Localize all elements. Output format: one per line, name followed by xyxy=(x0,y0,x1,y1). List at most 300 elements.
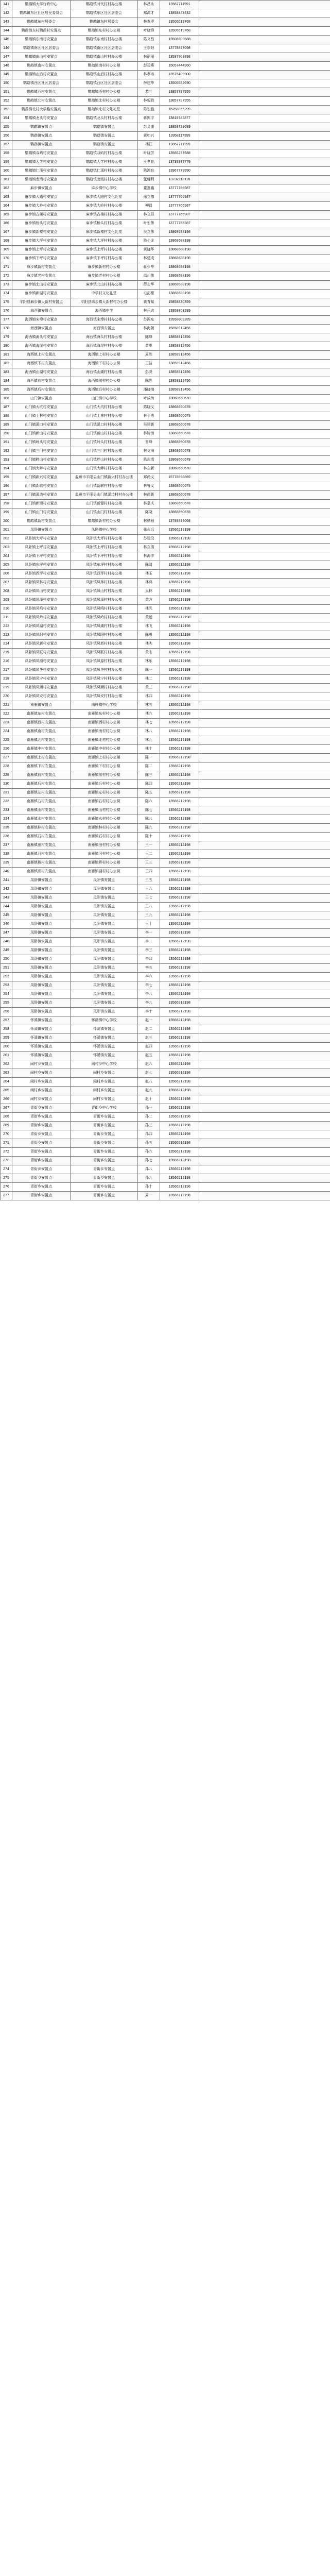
row-number-cell: 148 xyxy=(1,62,12,71)
table-row xyxy=(1,333,330,342)
site-cell: 闹村乡中心学校 xyxy=(71,1060,138,1069)
table-row xyxy=(1,526,330,535)
row-number-cell: 164 xyxy=(1,202,12,211)
area-cell: 青街乡安置点 xyxy=(12,1113,71,1122)
table-row xyxy=(1,438,330,447)
notes-cell xyxy=(199,106,330,114)
notes-cell xyxy=(199,736,330,745)
table-row xyxy=(1,579,330,587)
area-cell: 麻步镇新湖村安置点 xyxy=(12,290,71,298)
phone-cell: 13566212198 xyxy=(160,544,199,552)
notes-cell xyxy=(199,246,330,255)
row-number-cell: 228 xyxy=(1,762,12,771)
site-cell: 麻步镇老村村办公楼 xyxy=(71,272,138,281)
row-number-cell: 224 xyxy=(1,727,12,736)
site-cell: 山门镇畔山村村办公楼 xyxy=(71,456,138,465)
table-row xyxy=(1,850,330,859)
row-number-cell: 267 xyxy=(1,1104,12,1113)
table-row xyxy=(1,211,330,219)
area-cell: 南雁镇山村安置点 xyxy=(12,806,71,815)
contact-name-cell: 黄晓华 xyxy=(138,246,160,255)
notes-cell xyxy=(199,981,330,990)
notes-cell xyxy=(199,859,330,868)
table-row xyxy=(1,281,330,290)
table-row xyxy=(1,1078,330,1087)
row-number-cell: 168 xyxy=(1,237,12,246)
notes-cell xyxy=(199,403,330,412)
notes-cell xyxy=(199,193,330,202)
table-row xyxy=(1,342,330,351)
row-number-cell: 276 xyxy=(1,1183,12,1192)
notes-cell xyxy=(199,955,330,964)
phone-cell: 13868688198 xyxy=(160,272,199,281)
area-cell: 凤卧镇凤顺村安置点 xyxy=(12,684,71,692)
contact-name-cell: 柳昌 xyxy=(138,202,160,211)
area-cell: 南雁镇田村安置点 xyxy=(12,841,71,850)
table-row xyxy=(1,1183,330,1192)
row-number-cell: 274 xyxy=(1,1165,12,1174)
area-cell: 闹村乡安置点 xyxy=(12,1078,71,1087)
site-cell: 鹦鹉镇双屿村村办公楼 xyxy=(71,149,138,158)
table-row xyxy=(1,465,330,473)
site-cell: 南雁镇前村村办公楼 xyxy=(71,771,138,780)
phone-cell: 13868660678 xyxy=(160,403,199,412)
phone-cell: 13777766987 xyxy=(160,202,199,211)
row-number-cell: 219 xyxy=(1,684,12,692)
phone-cell: 13858912456 xyxy=(160,360,199,368)
table-row xyxy=(1,149,330,158)
area-cell: 凤卧镇安置点 xyxy=(12,946,71,955)
table-row xyxy=(1,97,330,106)
area-cell: 鹦鹉镇大学行政中心 xyxy=(12,1,71,9)
row-number-cell: 270 xyxy=(1,1130,12,1139)
notes-cell xyxy=(199,1,330,9)
table-row xyxy=(1,219,330,228)
contact-name-cell: 黄三 xyxy=(138,684,160,692)
notes-cell xyxy=(199,1025,330,1034)
area-cell: 南雁镇西村安置点 xyxy=(12,719,71,727)
table-row xyxy=(1,938,330,946)
site-cell: 麻步镇新村村办公楼 xyxy=(71,263,138,272)
row-number-cell: 220 xyxy=(1,692,12,701)
contact-name-cell: 苏叶 xyxy=(138,88,160,97)
table-row xyxy=(1,859,330,868)
area-cell: 麻步镇大路村安置点 xyxy=(12,193,71,202)
contact-name-cell: 林玉 xyxy=(138,570,160,579)
row-number-cell: 188 xyxy=(1,412,12,421)
table-row xyxy=(1,316,330,325)
contact-name-cell: 林乐 xyxy=(138,657,160,666)
contact-name-cell: 李八 xyxy=(138,990,160,999)
site-cell: 麻步镇中心学校 xyxy=(71,184,138,193)
contact-name-cell: 孙三 xyxy=(138,1122,160,1130)
area-cell: 凤卧镇凤新村安置点 xyxy=(12,640,71,649)
table-row xyxy=(1,684,330,692)
row-number-cell: 146 xyxy=(1,44,12,53)
table-row xyxy=(1,596,330,605)
table-row xyxy=(1,36,330,44)
site-cell: 鹦鹉镇安置点 xyxy=(71,123,138,132)
contact-name-cell: 薛志华 xyxy=(138,281,160,290)
area-cell: 南雁镇河村安置点 xyxy=(12,850,71,859)
area-cell: 海西镇下村安置点 xyxy=(12,360,71,368)
notes-cell xyxy=(199,1095,330,1104)
area-cell: 凤卧镇安置点 xyxy=(12,981,71,990)
table-row xyxy=(1,1,330,9)
row-number-cell: 207 xyxy=(1,579,12,587)
area-cell: 麻步镇新村安置点 xyxy=(12,263,71,272)
contact-name-cell: 王七 xyxy=(138,894,160,903)
notes-cell xyxy=(199,325,330,333)
area-cell: 鹦鹉镇南区社区居委会 xyxy=(12,44,71,53)
site-cell: 凤卧镇安置点 xyxy=(71,955,138,964)
site-cell: 南雁镇左村村办公楼 xyxy=(71,789,138,798)
phone-cell: 13566212198 xyxy=(160,1148,199,1157)
area-cell: 南雁镇水村安置点 xyxy=(12,815,71,824)
contact-name-cell: 温川伟 xyxy=(138,272,160,281)
table-row xyxy=(1,255,330,263)
site-cell: 凤卧镇安置点 xyxy=(71,1008,138,1016)
phone-cell: 15778898869 xyxy=(160,473,199,482)
phone-cell: 13868660678 xyxy=(160,447,199,456)
phone-cell: 15858830359 xyxy=(160,298,199,307)
table-row xyxy=(1,473,330,482)
table-row xyxy=(1,44,330,53)
phone-cell: 13858912456 xyxy=(160,333,199,342)
site-cell: 青街乡安置点 xyxy=(71,1183,138,1192)
notes-cell xyxy=(199,298,330,307)
contact-name-cell: 孙八 xyxy=(138,1165,160,1174)
phone-cell: 13566212198 xyxy=(160,710,199,719)
row-number-cell: 184 xyxy=(1,377,12,386)
notes-cell xyxy=(199,342,330,351)
notes-cell xyxy=(199,675,330,684)
notes-cell xyxy=(199,1148,330,1157)
site-cell: 海西镇上村村办公楼 xyxy=(71,351,138,360)
table-row xyxy=(1,71,330,79)
row-number-cell: 255 xyxy=(1,999,12,1008)
area-cell: 怀溪镇安置点 xyxy=(12,1052,71,1060)
site-cell: 山门镇岭头村村办公楼 xyxy=(71,438,138,447)
site-cell: 凤卧镇安置点 xyxy=(71,964,138,973)
area-cell: 怀溪镇安置点 xyxy=(12,1043,71,1052)
contact-name-cell: 赵六 xyxy=(138,1060,160,1069)
contact-name-cell: 叶宏伟 xyxy=(138,219,160,228)
phone-cell: 13566212198 xyxy=(160,1157,199,1165)
row-number-cell: 150 xyxy=(1,79,12,88)
contact-name-cell: 赵八 xyxy=(138,1078,160,1087)
row-number-cell: 160 xyxy=(1,167,12,176)
contact-name-cell: 李六 xyxy=(138,973,160,981)
phone-cell: 13738399779 xyxy=(160,158,199,167)
area-cell: 凤卧镇安置点 xyxy=(12,973,71,981)
phone-cell: 13566212198 xyxy=(160,1043,199,1052)
notes-cell xyxy=(199,1078,330,1087)
area-cell: 平阳县麻步镇大新村安置点 xyxy=(12,298,71,307)
notes-cell xyxy=(199,903,330,911)
table-row xyxy=(1,263,330,272)
row-number-cell: 277 xyxy=(1,1192,12,1200)
row-number-cell: 237 xyxy=(1,841,12,850)
contact-name-cell: 林江 xyxy=(138,141,160,149)
area-cell: 凤卧镇凤源村安置点 xyxy=(12,657,71,666)
phone-cell: 13858912456 xyxy=(160,368,199,377)
table-row xyxy=(1,228,330,237)
row-number-cell: 142 xyxy=(1,9,12,18)
phone-cell: 13566212198 xyxy=(160,1008,199,1016)
row-number-cell: 268 xyxy=(1,1113,12,1122)
area-cell: 山门镇溪边村安置点 xyxy=(12,491,71,500)
row-number-cell: 179 xyxy=(1,333,12,342)
row-number-cell: 186 xyxy=(1,395,12,403)
row-number-cell: 193 xyxy=(1,456,12,465)
contact-name-cell: 林鹏程 xyxy=(138,517,160,526)
area-cell: 怀溪镇安置点 xyxy=(12,1016,71,1025)
notes-cell xyxy=(199,237,330,246)
contact-name-cell: 陈五 xyxy=(138,789,160,798)
area-cell: 凤卧镇安置点 xyxy=(12,999,71,1008)
contact-name-cell: 林四 xyxy=(138,692,160,701)
row-number-cell: 259 xyxy=(1,1034,12,1043)
notes-cell xyxy=(199,727,330,736)
phone-cell: 13868688198 xyxy=(160,228,199,237)
site-cell: 鹦鹉镇东南村村办公楼 xyxy=(71,36,138,44)
site-cell: 青街乡安置点 xyxy=(71,1174,138,1183)
phone-cell: 13566212198 xyxy=(160,596,199,605)
phone-cell: 13788899068 xyxy=(160,517,199,526)
area-cell: 青街乡安置点 xyxy=(12,1148,71,1157)
phone-cell: 13566212198 xyxy=(160,570,199,579)
phone-cell: 13566212198 xyxy=(160,885,199,894)
contact-name-cell: 潘晓海 xyxy=(138,386,160,395)
table-row xyxy=(1,184,330,193)
site-cell: 海西镇安置点 xyxy=(71,325,138,333)
phone-cell: 13857797955 xyxy=(160,97,199,106)
contact-name-cell: 陈晓 xyxy=(138,509,160,517)
notes-cell xyxy=(199,149,330,158)
notes-cell xyxy=(199,1122,330,1130)
phone-cell: 13566212198 xyxy=(160,1078,199,1087)
row-number-cell: 208 xyxy=(1,587,12,596)
table-row xyxy=(1,53,330,62)
site-cell: 海西镇下村村办公楼 xyxy=(71,360,138,368)
area-cell: 山门镇安置点 xyxy=(12,395,71,403)
contact-name-cell: 李三 xyxy=(138,946,160,955)
notes-cell xyxy=(199,876,330,885)
notes-cell xyxy=(199,1113,330,1122)
area-cell: 鹦鹉镇东村鹦鹉村安置点 xyxy=(12,27,71,36)
contact-name-cell: 陈八 xyxy=(138,815,160,824)
table-row xyxy=(1,430,330,438)
notes-cell xyxy=(199,1060,330,1069)
site-cell: 鹦鹉镇仁溪村村办公楼 xyxy=(71,167,138,176)
table-row xyxy=(1,18,330,27)
table-row xyxy=(1,798,330,806)
row-number-cell: 211 xyxy=(1,614,12,622)
contact-name-cell: 林孝寿 xyxy=(138,71,160,79)
row-number-cell: 203 xyxy=(1,544,12,552)
area-cell: 南雁镇石村安置点 xyxy=(12,833,71,841)
table-row xyxy=(1,946,330,955)
area-cell: 凤卧镇东坪村安置点 xyxy=(12,561,71,570)
phone-cell: 13868660678 xyxy=(160,456,199,465)
notes-cell xyxy=(199,141,330,149)
area-cell: 凤卧镇凤岭村安置点 xyxy=(12,614,71,622)
contact-name-cell: 孙五 xyxy=(138,1139,160,1148)
table-row xyxy=(1,1192,330,1200)
contact-name-cell: 彭尧 xyxy=(138,368,160,377)
phone-cell: 13868660678 xyxy=(160,482,199,491)
row-number-cell: 275 xyxy=(1,1174,12,1183)
row-number-cell: 176 xyxy=(1,307,12,316)
table-row xyxy=(1,106,330,114)
row-number-cell: 141 xyxy=(1,1,12,9)
contact-name-cell: 李七 xyxy=(138,981,160,990)
phone-cell: 13566212198 xyxy=(160,771,199,780)
notes-cell xyxy=(199,1192,330,1200)
notes-cell xyxy=(199,395,330,403)
table-row xyxy=(1,193,330,202)
notes-cell xyxy=(199,386,330,395)
contact-name-cell: 孙一 xyxy=(138,1104,160,1113)
contact-name-cell: 曾峰 xyxy=(138,438,160,447)
phone-cell: 13566212198 xyxy=(160,1192,199,1200)
site-cell: 南雁镇田村村办公楼 xyxy=(71,841,138,850)
contact-name-cell: 吴建新 xyxy=(138,421,160,430)
contact-name-cell: 张永远 xyxy=(138,526,160,535)
notes-cell xyxy=(199,184,330,193)
phone-cell: 13868660678 xyxy=(160,395,199,403)
row-number-cell: 210 xyxy=(1,605,12,614)
notes-cell xyxy=(199,1008,330,1016)
row-number-cell: 226 xyxy=(1,745,12,754)
area-cell: 海西镇山湖村安置点 xyxy=(12,368,71,377)
contact-name-cell: 王八 xyxy=(138,903,160,911)
row-number-cell: 166 xyxy=(1,219,12,228)
site-cell: 凤卧镇凤阳村村办公楼 xyxy=(71,631,138,640)
phone-cell: 13566212198 xyxy=(160,1130,199,1139)
area-cell: 凤卧镇凤华村安置点 xyxy=(12,666,71,675)
phone-cell: 13566237688 xyxy=(160,149,199,158)
contact-name-cell: 董惠鑫 xyxy=(138,184,160,193)
row-number-cell: 264 xyxy=(1,1078,12,1087)
area-cell: 南雁镇东村安置点 xyxy=(12,710,71,719)
table-row xyxy=(1,955,330,964)
site-cell: 海西镇前村村办公楼 xyxy=(71,377,138,386)
row-number-cell: 153 xyxy=(1,106,12,114)
row-number-cell: 253 xyxy=(1,981,12,990)
table-row xyxy=(1,876,330,885)
site-cell: 凤卧镇安置点 xyxy=(71,920,138,929)
contact-name-cell: 张耀利 xyxy=(138,176,160,184)
area-cell: 南雁镇左村安置点 xyxy=(12,789,71,798)
site-cell: 麻步镇新楼村文化礼堂 xyxy=(71,228,138,237)
table-row xyxy=(1,1043,330,1052)
phone-cell: 13566212198 xyxy=(160,666,199,675)
phone-cell: 13868688198 xyxy=(160,263,199,272)
row-number-cell: 249 xyxy=(1,946,12,955)
contact-name-cell: 王洁 xyxy=(138,360,160,368)
notes-cell xyxy=(199,97,330,106)
contact-name-cell: 林立新 xyxy=(138,465,160,473)
notes-cell xyxy=(199,1087,330,1095)
notes-cell xyxy=(199,18,330,27)
area-cell: 鹦鹉镇龙湾村安置点 xyxy=(12,176,71,184)
notes-cell xyxy=(199,815,330,824)
row-number-cell: 251 xyxy=(1,964,12,973)
contact-name-cell: 赵九 xyxy=(138,1087,160,1095)
site-cell: 鹦鹉镇东区社区居委会 xyxy=(71,9,138,18)
notes-cell xyxy=(199,579,330,587)
phone-cell: 13567711991 xyxy=(160,1,199,9)
contact-name-cell: 黄如兴 xyxy=(138,132,160,141)
notes-cell xyxy=(199,307,330,316)
notes-cell xyxy=(199,132,330,141)
table-row xyxy=(1,307,330,316)
notes-cell xyxy=(199,447,330,456)
table-row xyxy=(1,622,330,631)
site-cell: 鹦鹉镇安置点 xyxy=(71,132,138,141)
phone-cell: 13857711299 xyxy=(160,141,199,149)
contact-name-cell: 王二 xyxy=(138,850,160,859)
phone-cell: 13566212198 xyxy=(160,876,199,885)
area-cell: 麻步镇大坪村安置点 xyxy=(12,237,71,246)
area-cell: 海西镇海尾村安置点 xyxy=(12,342,71,351)
row-number-cell: 273 xyxy=(1,1157,12,1165)
notes-cell xyxy=(199,44,330,53)
table-row xyxy=(1,509,330,517)
row-number-cell: 221 xyxy=(1,701,12,710)
site-cell: 南雁镇西村村办公楼 xyxy=(71,719,138,727)
table-row xyxy=(1,692,330,701)
row-number-cell: 190 xyxy=(1,430,12,438)
phone-cell: 13566212198 xyxy=(160,1104,199,1113)
contact-name-cell: 陈六 xyxy=(138,798,160,806)
area-cell: 山门镇岭头村安置点 xyxy=(12,438,71,447)
area-cell: 山门镇新联村安置点 xyxy=(12,482,71,491)
phone-cell: 13506619768 xyxy=(160,18,199,27)
contact-name-cell: 蒋振宇 xyxy=(138,114,160,123)
notes-cell xyxy=(199,526,330,535)
table-row xyxy=(1,614,330,622)
notes-cell xyxy=(199,36,330,44)
phone-cell: 13566212198 xyxy=(160,841,199,850)
table-row xyxy=(1,237,330,246)
table-row xyxy=(1,202,330,211)
table-row xyxy=(1,403,330,412)
contact-name-cell: 赵五 xyxy=(138,1052,160,1060)
row-number-cell: 236 xyxy=(1,833,12,841)
phone-cell: 13868688198 xyxy=(160,255,199,263)
phone-cell: 13566212198 xyxy=(160,736,199,745)
contact-name-cell: 孙六 xyxy=(138,1148,160,1157)
notes-cell xyxy=(199,456,330,465)
site-cell: 山门镇新山村村办公楼 xyxy=(71,430,138,438)
phone-cell: 13868660678 xyxy=(160,430,199,438)
row-number-cell: 242 xyxy=(1,885,12,894)
contact-name-cell: 黄远 xyxy=(138,614,160,622)
site-cell: 闹村乡安置点 xyxy=(71,1087,138,1095)
contact-name-cell: 王崇阳 xyxy=(138,44,160,53)
site-cell: 山门镇三门村村办公楼 xyxy=(71,447,138,456)
phone-cell: 13566212198 xyxy=(160,964,199,973)
area-cell: 山门镇新山村安置点 xyxy=(12,430,71,438)
contact-name-cell: 苏建设 xyxy=(138,535,160,544)
table-row xyxy=(1,158,330,167)
phone-cell: 13868660678 xyxy=(160,491,199,500)
site-cell: 凤卧镇凤新村村办公楼 xyxy=(71,640,138,649)
row-number-cell: 202 xyxy=(1,535,12,544)
